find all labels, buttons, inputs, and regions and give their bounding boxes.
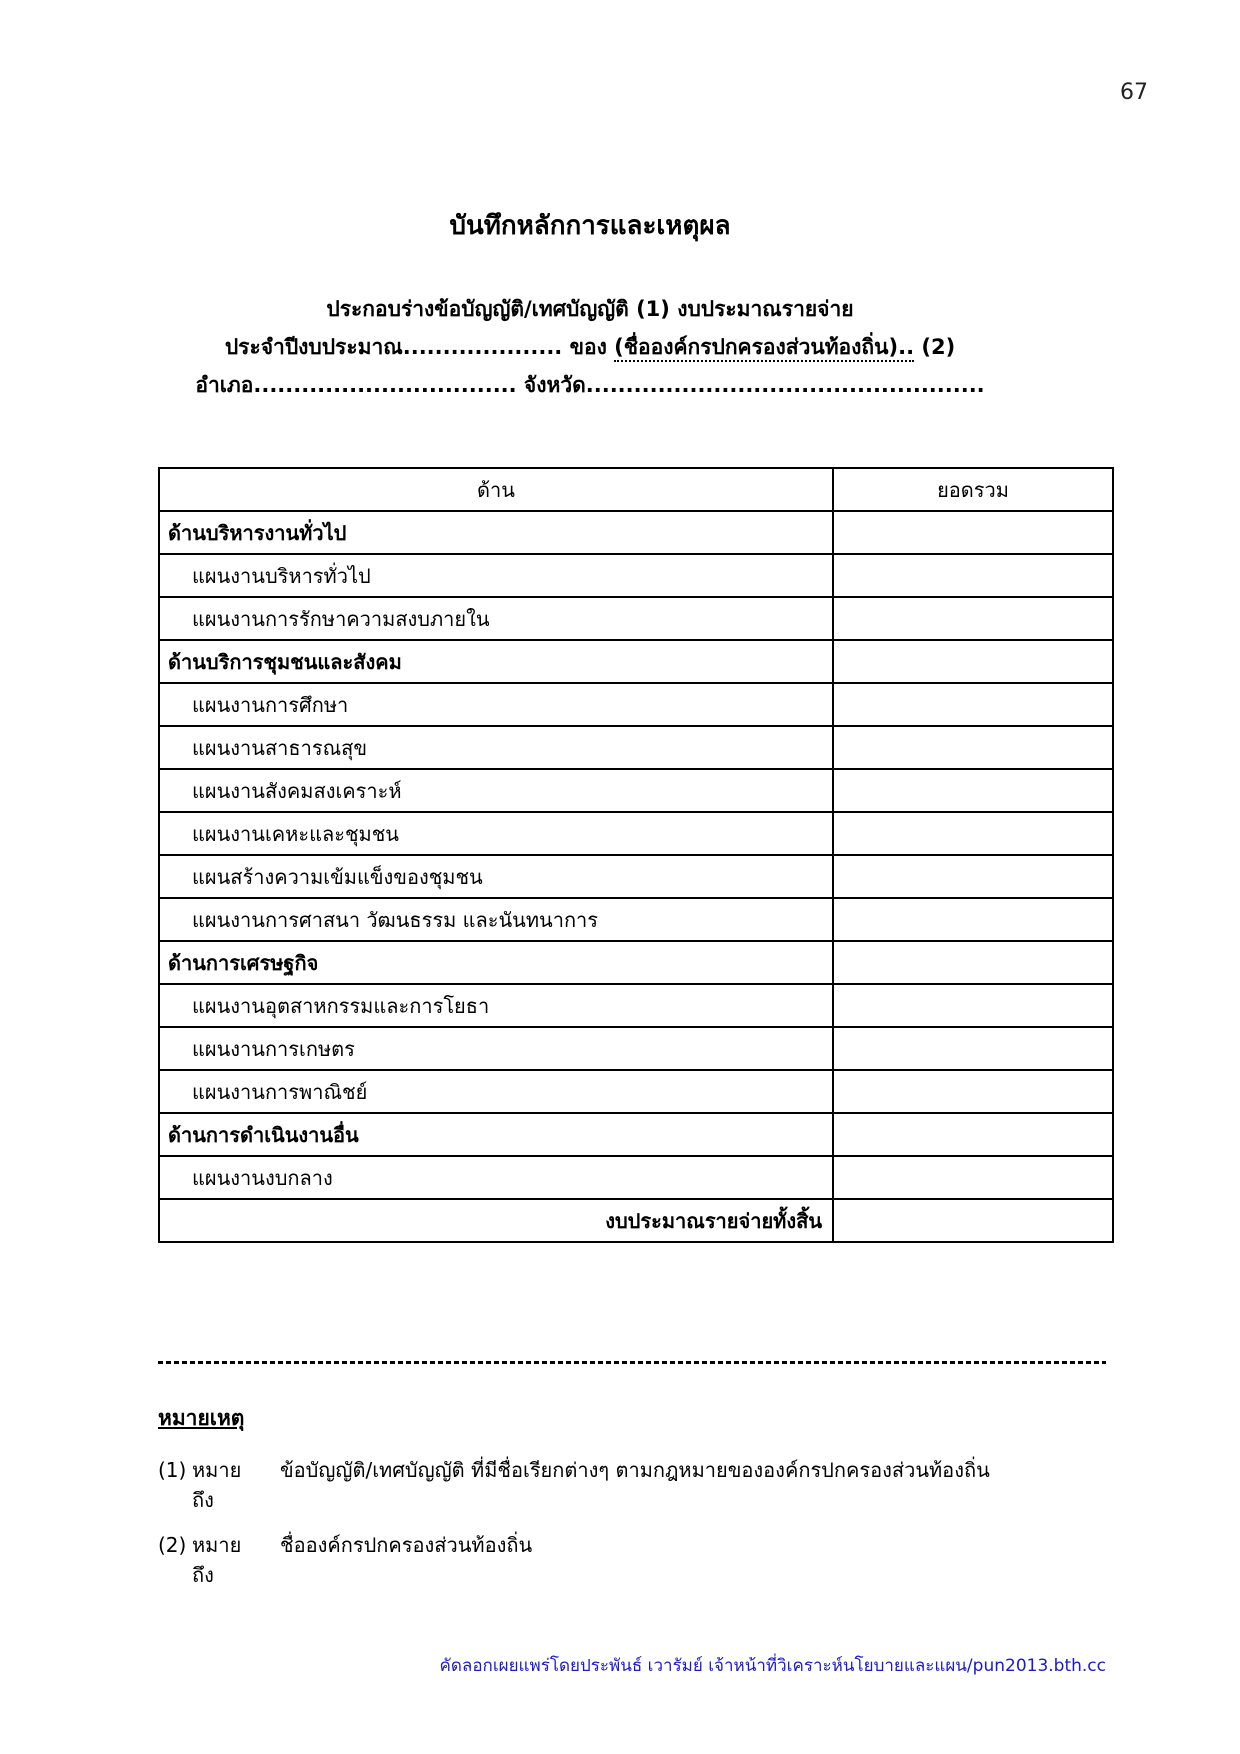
- table-row: [159, 1070, 1113, 1113]
- footer-credit: คัดลอกเผยแพร่โดยประพันธ์ เวารัมย์ เจ้าหน้าที่วิเคราะห์นโยบายและแผน/pun2013.bth.cc: [439, 1656, 1106, 1676]
- row-value: [833, 640, 1113, 683]
- row-value: [833, 1070, 1113, 1113]
- org-name-placeholder: (ชื่อองค์กรปกครองส่วนท้องถิ่น)..: [614, 335, 914, 362]
- row-label: แผนงานอุตสาหกรรมและการโยธา: [159, 984, 833, 1027]
- document-title: บันทึกหลักการและเหตุผล: [449, 211, 731, 241]
- note-item-2: [158, 1530, 1118, 1590]
- row-label: แผนงานการพาณิชย์: [159, 1070, 833, 1113]
- row-value: [833, 1156, 1113, 1199]
- table-row: [159, 855, 1113, 898]
- row-value: [833, 769, 1113, 812]
- row-value: [833, 511, 1113, 554]
- table-row: [159, 726, 1113, 769]
- table-row: [159, 511, 1113, 554]
- table-row: [159, 941, 1113, 984]
- table-row: [159, 898, 1113, 941]
- row-value: [833, 726, 1113, 769]
- notes-section: [158, 1402, 1118, 1605]
- row-label: ด้านการดำเนินงานอื่น: [159, 1113, 833, 1156]
- table-row: [159, 597, 1113, 640]
- table-row: [159, 683, 1113, 726]
- table-row: [159, 640, 1113, 683]
- budget-summary-table: [158, 467, 1114, 1243]
- fiscal-year-blank: ประจำปีงบประมาณ.................... ของ: [224, 335, 615, 359]
- row-label: แผนงานเคหะและชุมชน: [159, 812, 833, 855]
- table-row: [159, 554, 1113, 597]
- row-value: [833, 1027, 1113, 1070]
- table-row: [159, 1156, 1113, 1199]
- heading-block: [0, 205, 1180, 404]
- table-row: [159, 769, 1113, 812]
- note-term: หมายถึง: [192, 1533, 242, 1587]
- row-label: แผนงานการศึกษา: [159, 683, 833, 726]
- notes-heading: หมายเหตุ: [158, 1406, 245, 1430]
- row-value: [833, 984, 1113, 1027]
- row-label: แผนงานสาธารณสุข: [159, 726, 833, 769]
- note-item-1: [158, 1455, 1118, 1515]
- row-value: [833, 855, 1113, 898]
- row-value: [833, 898, 1113, 941]
- column-header-total: ยอดรวม: [833, 468, 1113, 511]
- row-label: แผนงานการรักษาความสงบภายใน: [159, 597, 833, 640]
- row-label: ด้านบริการชุมชนและสังคม: [159, 640, 833, 683]
- total-value: [833, 1199, 1113, 1242]
- column-header-category: ด้าน: [159, 468, 833, 511]
- table-total-row: [159, 1199, 1113, 1242]
- row-label: แผนงานสังคมสงเคราะห์: [159, 769, 833, 812]
- row-value: [833, 683, 1113, 726]
- row-label: แผนงานบริหารทั่วไป: [159, 554, 833, 597]
- row-value: [833, 941, 1113, 984]
- row-label: ด้านการเศรษฐกิจ: [159, 941, 833, 984]
- note-text: ข้อบัญญัติ/เทศบัญญัติ ที่มีชื่อเรียกต่างๆ ตามกฎหมายขององค์กรปกครองส่วนท้องถิ่น: [280, 1458, 990, 1482]
- row-label: ด้านบริหารงานทั่วไป: [159, 511, 833, 554]
- table-row: [159, 1113, 1113, 1156]
- note-term: หมายถึง: [192, 1458, 242, 1512]
- total-label: งบประมาณรายจ่ายทั้งสิ้น: [159, 1199, 833, 1242]
- row-value: [833, 554, 1113, 597]
- subtitle-line-1: ประกอบร่างข้อบัญญัติ/เทศบัญญัติ (1) งบประมาณรายจ่าย: [326, 297, 854, 321]
- row-label: แผนงานการศาสนา วัฒนธรรม และนันทนาการ: [159, 898, 833, 941]
- page-number: 67: [1120, 80, 1148, 105]
- subtitle-line-3: อำเภอ................................. จังหวัด..................................................: [195, 373, 985, 397]
- row-label: แผนสร้างความเข้มแข็งของชุมชน: [159, 855, 833, 898]
- table-row: [159, 1027, 1113, 1070]
- table-row: [159, 984, 1113, 1027]
- table-row: [159, 812, 1113, 855]
- row-label: แผนงานการเกษตร: [159, 1027, 833, 1070]
- subtitle-line-2: [0, 328, 1180, 366]
- footnote-ref-2: (2): [914, 335, 956, 359]
- row-value: [833, 812, 1113, 855]
- note-number: (1): [158, 1458, 187, 1482]
- dashed-separator: [158, 1361, 1106, 1364]
- note-text: ชื่อองค์กรปกครองส่วนท้องถิ่น: [280, 1533, 533, 1557]
- row-value: [833, 597, 1113, 640]
- table-header-row: [159, 468, 1113, 511]
- row-value: [833, 1113, 1113, 1156]
- note-number: (2): [158, 1533, 187, 1557]
- row-label: แผนงานงบกลาง: [159, 1156, 833, 1199]
